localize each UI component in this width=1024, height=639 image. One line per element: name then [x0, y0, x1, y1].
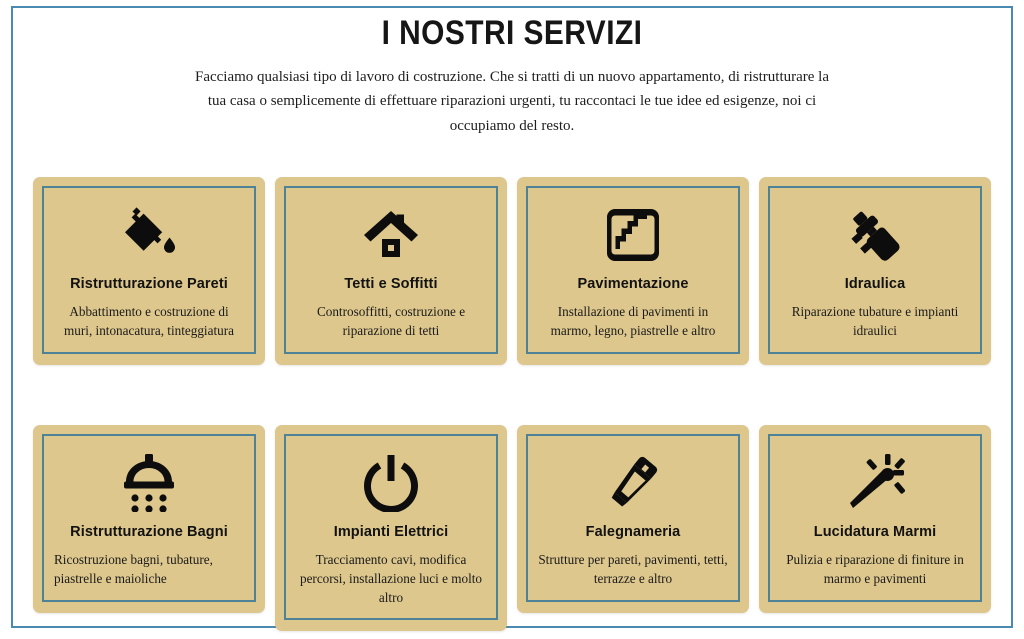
- roof-house-icon: [360, 204, 422, 266]
- service-card-ristrutturazione-pareti[interactable]: [33, 177, 265, 365]
- page-intro-text: Facciamo qualsiasi tipo di lavoro di costruzione. Che si tratti di un nuovo appartamento, di ristrutturare la tua casa o semplicemente di effettuare riparazioni urgenti, tu raccontaci le tue idee ed esigenze, noi ci occupiamo del resto.: [194, 69, 829, 134]
- service-card-inner: [526, 186, 740, 354]
- service-card-title: Idraulica: [844, 276, 906, 292]
- service-card-inner: [284, 186, 498, 354]
- stairs-icon: [605, 204, 661, 266]
- service-card-idraulica[interactable]: [759, 177, 991, 365]
- service-card-falegnameria[interactable]: [517, 425, 749, 613]
- service-card-title: Ristrutturazione Pareti: [70, 276, 228, 292]
- service-card-description: Ricostruzione bagni, tubature, piastrelle e maioliche: [54, 552, 213, 587]
- service-card-lucidatura-marmi[interactable]: [759, 425, 991, 613]
- service-card-pavimentazione[interactable]: [517, 177, 749, 365]
- service-card-title: Impianti Elettrici: [333, 524, 449, 540]
- service-card-description: Abbattimento e costruzione di muri, intonacatura, tinteggiatura: [64, 304, 234, 339]
- service-card-inner: [42, 186, 256, 354]
- service-card-title: Pavimentazione: [577, 276, 689, 292]
- page-title: I NOSTRI SERVIZI: [381, 14, 643, 52]
- service-card-description: Strutture per pareti, pavimenti, tetti, terrazze e altro: [538, 552, 728, 587]
- service-card-inner: [526, 434, 740, 602]
- service-card-description: Controsoffitti, costruzione e riparazione di tetti: [316, 304, 466, 339]
- service-card-description: Pulizia e riparazione di finiture in marmo e pavimenti: [786, 552, 964, 587]
- service-card-inner: [284, 434, 498, 620]
- pipe-wrench-icon: [846, 204, 904, 266]
- services-grid: [33, 177, 991, 631]
- service-card-impianti-elettrici[interactable]: [275, 425, 507, 631]
- paint-bucket-icon: [119, 204, 179, 266]
- service-card-description: Tracciamento cavi, modifica percorsi, installazione luci e molto altro: [299, 552, 482, 605]
- services-row-2: [33, 425, 991, 631]
- service-card-inner: [768, 434, 982, 602]
- power-button-icon: [362, 452, 420, 514]
- service-card-description: Riparazione tubature e impianti idraulici: [791, 304, 959, 339]
- magic-wand-icon: [845, 452, 905, 514]
- handsaw-icon: [604, 452, 662, 514]
- service-card-tetti-e-soffitti[interactable]: [275, 177, 507, 365]
- shower-head-icon: [121, 452, 177, 514]
- service-card-inner: [768, 186, 982, 354]
- service-card-title: Tetti e Soffitti: [344, 276, 438, 292]
- page-header: [0, 0, 1024, 138]
- service-card-inner: [42, 434, 256, 602]
- service-card-title: Lucidatura Marmi: [813, 524, 937, 540]
- service-card-title: Falegnameria: [585, 524, 681, 540]
- service-card-description: Installazione di pavimenti in marmo, legno, piastrelle e altro: [550, 304, 716, 339]
- services-row-1: [33, 177, 991, 365]
- service-card-title: Ristrutturazione Bagni: [70, 524, 228, 540]
- service-card-ristrutturazione-bagni[interactable]: [33, 425, 265, 613]
